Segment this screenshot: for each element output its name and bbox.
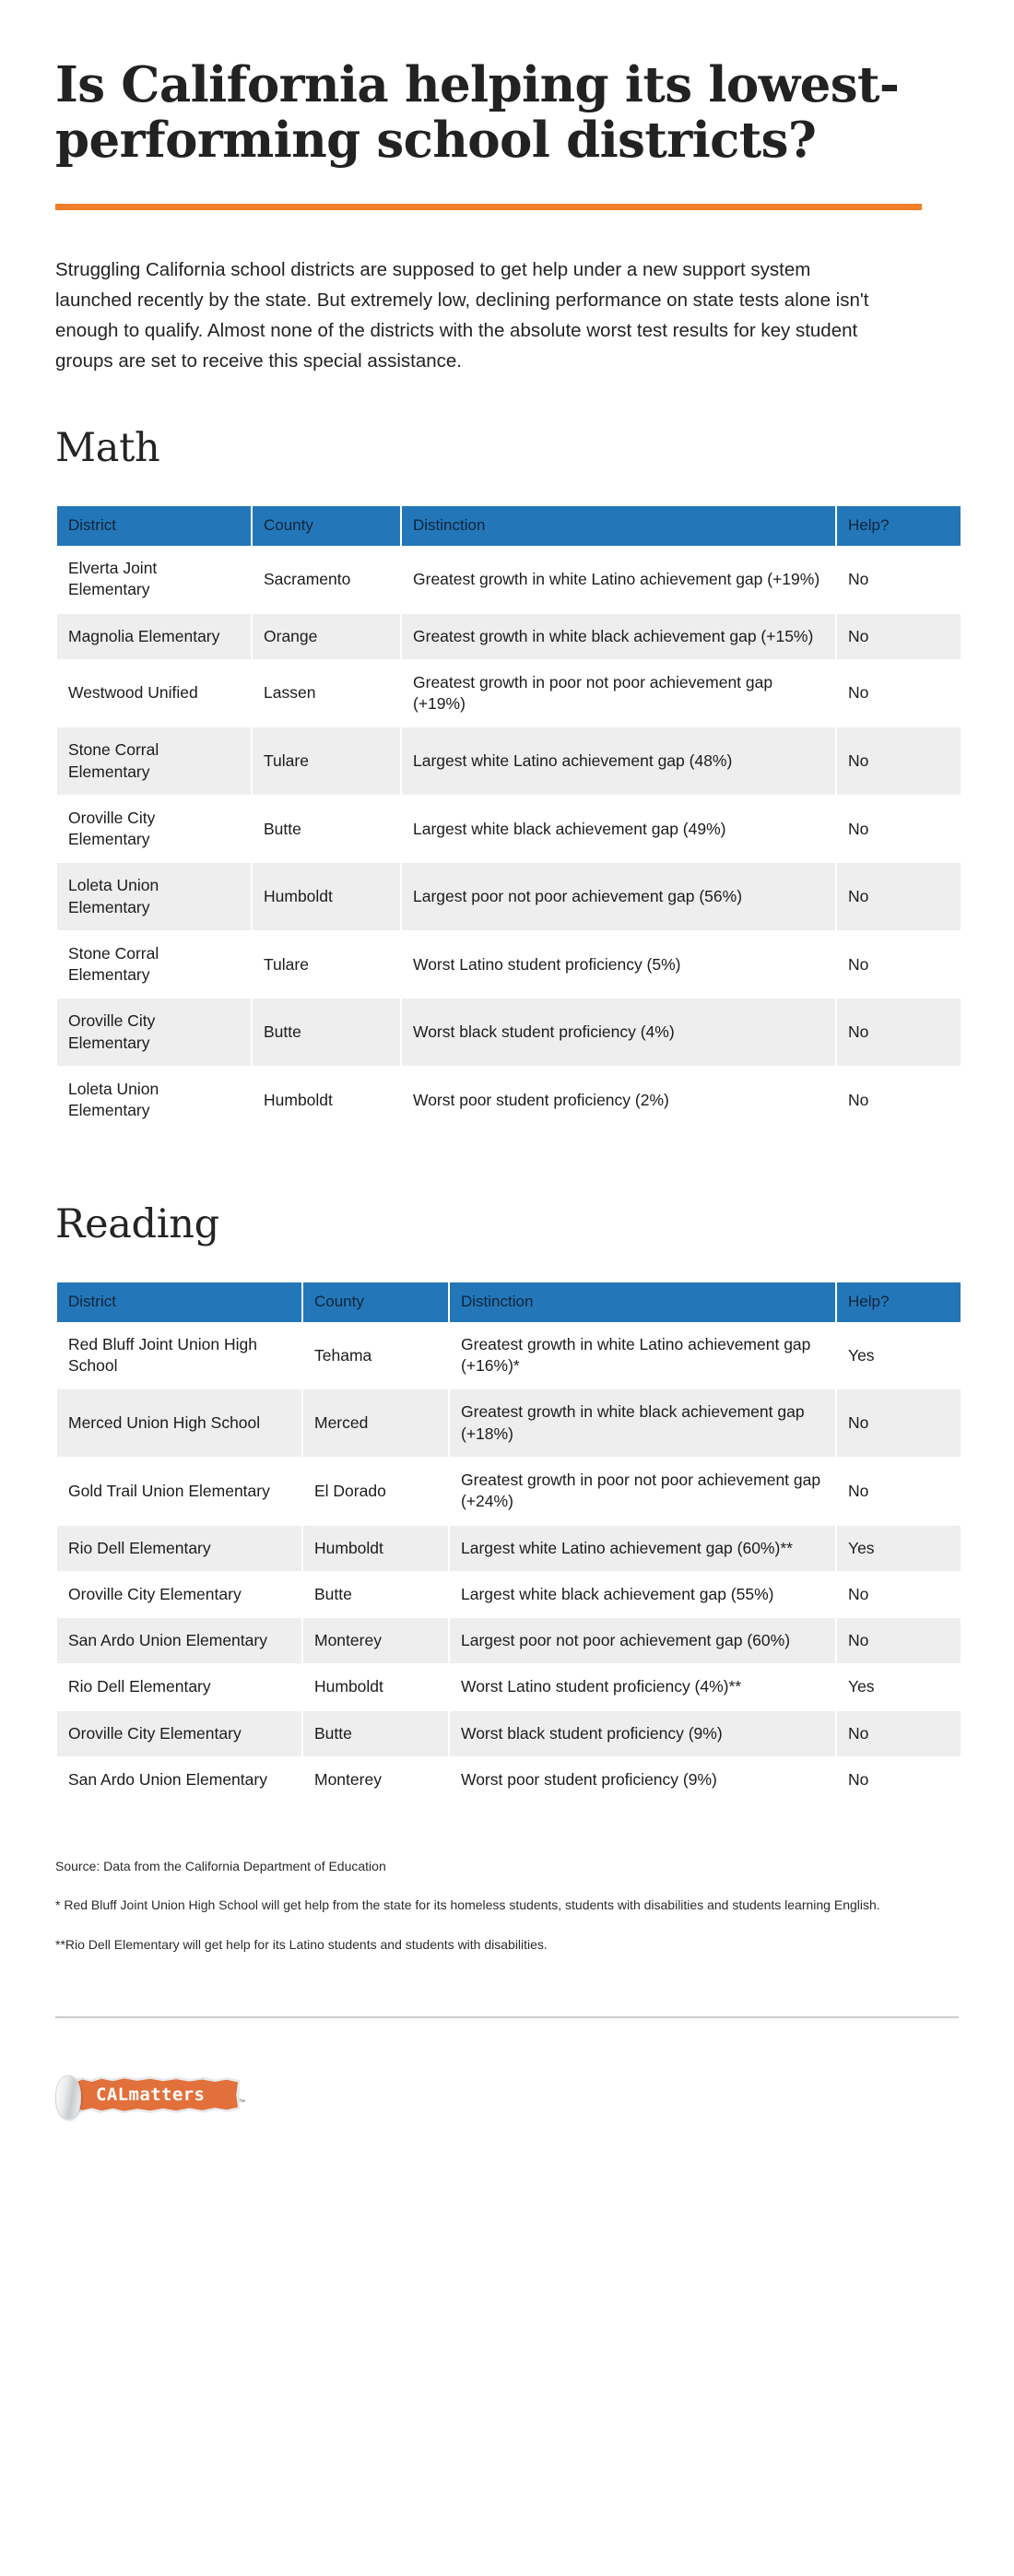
cell-distinction: Largest white black achievement gap (49%): [402, 796, 835, 864]
logo-paper-curl-icon: [55, 2075, 81, 2120]
cell-county: Humboldt: [303, 1664, 448, 1710]
cell-county: Humboldt: [253, 863, 400, 931]
cell-district: Stone Corral Elementary: [57, 931, 251, 999]
intro-paragraph: Struggling California school districts are supposed to get help under a new support system launched recently by the state. But extremely low, declining performance on state tests alone isn't enough to qualify. Almost none of the districts with the absolute worst test results for key student groups are set to receive this special assistance.: [55, 258, 869, 372]
note-source: Source: Data from the California Department of Education: [55, 1859, 386, 1874]
cell-county: Humboldt: [253, 1067, 400, 1135]
cell-district: Elverta Joint Elementary: [57, 546, 251, 614]
table-row: [57, 998, 961, 1067]
footer-logo-area: [55, 2072, 959, 2151]
cell-district: San Ardo Union Elementary: [57, 1618, 301, 1664]
section-heading-math: Math: [55, 424, 160, 471]
column-header-distinction[interactable]: Distinction: [450, 1282, 835, 1322]
table-row: [57, 614, 961, 660]
cell-county: El Dorado: [303, 1458, 448, 1526]
cell-distinction: Worst black student proficiency (4%): [402, 998, 835, 1067]
cell-district: Oroville City Elementary: [57, 998, 251, 1067]
cell-help: No: [837, 1389, 961, 1458]
table-row: [57, 796, 961, 864]
cell-district: Stone Corral Elementary: [57, 727, 251, 796]
cell-help: No: [837, 1458, 961, 1526]
cell-district: Merced Union High School: [57, 1389, 301, 1458]
column-header-help[interactable]: Help?: [837, 506, 961, 546]
table-row: [57, 1757, 961, 1803]
cell-distinction: Greatest growth in white Latino achievement gap (+19%): [402, 546, 835, 614]
math-table-body: [57, 546, 961, 1135]
cell-help: No: [837, 727, 961, 796]
cell-distinction: Greatest growth in white Latino achievement gap (+16%)*: [450, 1322, 835, 1390]
reading-table-head: [57, 1282, 961, 1322]
cell-help: Yes: [837, 1664, 961, 1710]
table-header-row: [57, 506, 961, 546]
cell-help: Yes: [837, 1526, 961, 1572]
cell-help: No: [837, 1067, 961, 1135]
column-header-district[interactable]: District: [57, 506, 251, 546]
cell-help: No: [837, 614, 961, 660]
cell-district: Magnolia Elementary: [57, 614, 251, 660]
table-row: [57, 1389, 961, 1458]
column-header-distinction[interactable]: Distinction: [402, 506, 835, 546]
column-header-county[interactable]: County: [253, 506, 400, 546]
cell-help: No: [837, 1711, 961, 1757]
table-row: [57, 1526, 961, 1572]
cell-help: No: [837, 660, 961, 728]
cell-county: Butte: [303, 1572, 448, 1618]
cell-help: Yes: [837, 1322, 961, 1390]
cell-county: Monterey: [303, 1757, 448, 1803]
cell-distinction: Greatest growth in poor not poor achievement gap (+19%): [402, 660, 835, 728]
cell-distinction: Greatest growth in white black achievement gap (+18%): [450, 1389, 835, 1458]
table-row: [57, 1458, 961, 1526]
cell-distinction: Greatest growth in white black achievement gap (+15%): [402, 614, 835, 660]
cell-county: Sacramento: [253, 546, 400, 614]
cell-district: Loleta Union Elementary: [57, 1067, 251, 1135]
math-table-wrap: [55, 506, 959, 1135]
title-block: [55, 0, 959, 210]
cell-district: Loleta Union Elementary: [57, 863, 251, 931]
table-row: [57, 1322, 961, 1390]
cell-distinction: Largest poor not poor achievement gap (56%): [402, 863, 835, 931]
cell-county: Tehama: [303, 1322, 448, 1390]
cell-district: Gold Trail Union Elementary: [57, 1458, 301, 1526]
table-row: [57, 727, 961, 796]
cell-county: Orange: [253, 614, 400, 660]
reading-table: [55, 1282, 962, 1804]
math-table: [55, 506, 962, 1135]
calmatters-logo[interactable]: [55, 2072, 254, 2120]
note-asterisk: * Red Bluff Joint Union High School will get help from the state for its homeless students, students with disabilities and students learning English.: [55, 1897, 880, 1913]
cell-distinction: Greatest growth in poor not poor achievement gap (+24%): [450, 1458, 835, 1526]
cell-help: No: [837, 1757, 961, 1803]
table-header-row: [57, 1282, 961, 1322]
cell-county: Butte: [303, 1711, 448, 1757]
column-header-help[interactable]: Help?: [837, 1282, 961, 1322]
cell-district: Westwood Unified: [57, 660, 251, 728]
cell-distinction: Worst Latino student proficiency (5%): [402, 931, 835, 999]
logo-trademark-icon: ™: [239, 2099, 245, 2106]
cell-district: Oroville City Elementary: [57, 1572, 301, 1618]
column-header-county[interactable]: County: [303, 1282, 448, 1322]
math-table-head: [57, 506, 961, 546]
cell-help: No: [837, 796, 961, 864]
cell-distinction: Largest white black achievement gap (55%): [450, 1572, 835, 1618]
cell-distinction: Worst Latino student proficiency (4%)**: [450, 1664, 835, 1710]
cell-distinction: Largest poor not poor achievement gap (60%): [450, 1618, 835, 1664]
page-title: Is California helping its lowest-performing school districts?: [55, 56, 900, 170]
cell-distinction: Largest white Latino achievement gap (60%)**: [450, 1526, 835, 1572]
table-row: [57, 546, 961, 614]
reading-table-wrap: [55, 1282, 959, 1804]
logo-wordmark: CALmatters: [96, 2085, 206, 2105]
table-row: [57, 1067, 961, 1135]
footer-divider: [55, 2016, 959, 2018]
footnotes: [55, 1857, 959, 1954]
cell-county: Butte: [253, 998, 400, 1067]
cell-district: Rio Dell Elementary: [57, 1664, 301, 1710]
cell-county: Tulare: [253, 727, 400, 796]
cell-distinction: Largest white Latino achievement gap (48%): [402, 727, 835, 796]
cell-county: Humboldt: [303, 1526, 448, 1572]
cell-county: Merced: [303, 1389, 448, 1458]
reading-table-body: [57, 1322, 961, 1803]
cell-district: Red Bluff Joint Union High School: [57, 1322, 301, 1390]
cell-county: Tulare: [253, 931, 400, 999]
cell-district: San Ardo Union Elementary: [57, 1757, 301, 1803]
cell-help: No: [837, 1572, 961, 1618]
table-row: [57, 1711, 961, 1757]
section-heading-reading: Reading: [55, 1200, 219, 1247]
cell-help: No: [837, 546, 961, 614]
cell-district: Oroville City Elementary: [57, 796, 251, 864]
cell-distinction: Worst poor student proficiency (2%): [402, 1067, 835, 1135]
cell-county: Lassen: [253, 660, 400, 728]
cell-help: No: [837, 1618, 961, 1664]
table-row: [57, 1618, 961, 1664]
cell-district: Rio Dell Elementary: [57, 1526, 301, 1572]
table-row: [57, 660, 961, 728]
table-row: [57, 931, 961, 999]
cell-help: No: [837, 931, 961, 999]
cell-county: Butte: [253, 796, 400, 864]
accent-rule: [55, 204, 922, 210]
table-row: [57, 863, 961, 931]
cell-distinction: Worst black student proficiency (9%): [450, 1711, 835, 1757]
cell-help: No: [837, 998, 961, 1067]
note-double-asterisk: **Rio Dell Elementary will get help for its Latino students and students with disabilities.: [55, 1936, 548, 1952]
table-row: [57, 1572, 961, 1618]
cell-district: Oroville City Elementary: [57, 1711, 301, 1757]
column-header-district[interactable]: District: [57, 1282, 301, 1322]
cell-distinction: Worst poor student proficiency (9%): [450, 1757, 835, 1803]
cell-help: No: [837, 863, 961, 931]
cell-county: Monterey: [303, 1618, 448, 1664]
table-row: [57, 1664, 961, 1710]
